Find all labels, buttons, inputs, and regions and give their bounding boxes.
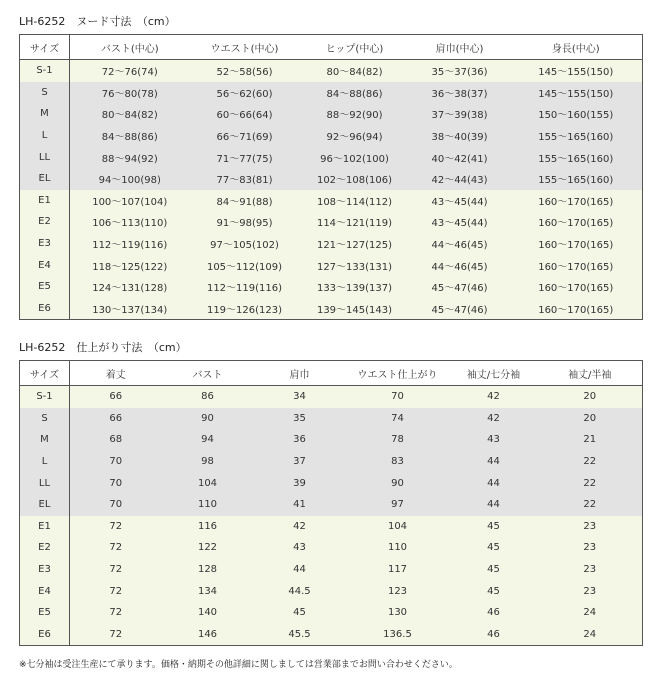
size-label-cell: S-1 (20, 60, 70, 82)
measurement-cell: 84〜88(86) (300, 82, 410, 104)
table-row (20, 276, 643, 298)
measurement-cell: 70 (346, 386, 450, 408)
column-header: 袖丈/半袖 (538, 361, 643, 386)
measurement-cell: 35 (254, 408, 346, 430)
measurement-cell: 128 (162, 559, 254, 581)
measurement-cell: 42 (254, 516, 346, 538)
measurement-cell: 104 (162, 472, 254, 494)
measurement-cell: 145〜155(150) (510, 82, 643, 104)
measurement-cell: 23 (538, 580, 643, 602)
table-row (20, 494, 643, 516)
size-label-cell: S (20, 408, 70, 430)
size-label-cell: E2 (20, 211, 70, 233)
measurement-cell: 44 (254, 559, 346, 581)
measurement-cell: 56〜62(60) (190, 82, 300, 104)
table-row (20, 516, 643, 538)
measurement-cell: 66 (70, 386, 162, 408)
column-header: ヒップ(中心) (300, 35, 410, 60)
measurement-cell: 22 (538, 451, 643, 473)
measurement-cell: 38〜40(39) (410, 125, 510, 147)
measurement-cell: 136.5 (346, 624, 450, 646)
size-label-cell: E4 (20, 580, 70, 602)
measurement-cell: 45 (450, 537, 538, 559)
measurement-cell: 160〜170(165) (510, 298, 643, 320)
measurement-cell: 68 (70, 429, 162, 451)
measurement-cell: 23 (538, 537, 643, 559)
measurement-cell: 24 (538, 602, 643, 624)
measurement-cell: 91〜98(95) (190, 211, 300, 233)
measurement-cell: 46 (450, 624, 538, 646)
measurement-cell: 74 (346, 408, 450, 430)
measurement-cell: 121〜127(125) (300, 233, 410, 255)
measurement-cell: 45 (450, 580, 538, 602)
measurement-cell: 22 (538, 494, 643, 516)
size-label-cell: S (20, 82, 70, 104)
table-row (20, 580, 643, 602)
measurement-cell: 112〜119(116) (190, 276, 300, 298)
table-row (20, 103, 643, 125)
table-row (20, 82, 643, 104)
measurement-cell: 104 (346, 516, 450, 538)
measurement-cell: 124〜131(128) (70, 276, 190, 298)
size-label-cell: LL (20, 146, 70, 168)
column-header: バスト(中心) (70, 35, 190, 60)
measurement-cell: 43 (254, 537, 346, 559)
table-row (20, 602, 643, 624)
measurement-cell: 160〜170(165) (510, 276, 643, 298)
measurement-cell: 45〜47(46) (410, 276, 510, 298)
column-header: 肩巾(中心) (410, 35, 510, 60)
measurement-cell: 160〜170(165) (510, 233, 643, 255)
measurement-cell: 66 (70, 408, 162, 430)
measurement-cell: 118〜125(122) (70, 254, 190, 276)
measurement-cell: 72 (70, 580, 162, 602)
table-row (20, 429, 643, 451)
measurement-cell: 145〜155(150) (510, 60, 643, 82)
size-label-cell: M (20, 103, 70, 125)
size-label-cell: E1 (20, 516, 70, 538)
measurement-cell: 112〜119(116) (70, 233, 190, 255)
measurement-cell: 45 (450, 516, 538, 538)
table-row (20, 60, 643, 82)
size-label-cell: LL (20, 472, 70, 494)
size-label-cell: E1 (20, 190, 70, 212)
column-header: ウエスト仕上がり (346, 361, 450, 386)
measurement-cell: 80〜84(82) (300, 60, 410, 82)
measurement-cell: 150〜160(155) (510, 103, 643, 125)
size-label-cell: E6 (20, 298, 70, 320)
measurement-cell: 23 (538, 516, 643, 538)
measurement-cell: 24 (538, 624, 643, 646)
measurement-cell: 70 (70, 472, 162, 494)
table-row (20, 298, 643, 320)
measurement-cell: 139〜145(143) (300, 298, 410, 320)
size-label-cell: EL (20, 168, 70, 190)
measurement-cell: 92〜96(94) (300, 125, 410, 147)
table-row (20, 168, 643, 190)
measurement-cell: 133〜139(137) (300, 276, 410, 298)
measurement-cell: 45〜47(46) (410, 298, 510, 320)
measurement-cell: 37〜39(38) (410, 103, 510, 125)
measurement-cell: 88〜92(90) (300, 103, 410, 125)
measurement-cell: 41 (254, 494, 346, 516)
measurement-cell: 72 (70, 602, 162, 624)
measurement-cell: 127〜133(131) (300, 254, 410, 276)
measurement-cell: 70 (70, 494, 162, 516)
measurement-cell: 160〜170(165) (510, 211, 643, 233)
measurement-cell: 110 (162, 494, 254, 516)
measurement-cell: 96〜102(100) (300, 146, 410, 168)
size-label-cell: E2 (20, 537, 70, 559)
table-row (20, 254, 643, 276)
measurement-cell: 72 (70, 537, 162, 559)
measurement-cell: 66〜71(69) (190, 125, 300, 147)
column-header: 袖丈/七分袖 (450, 361, 538, 386)
column-header: バスト (162, 361, 254, 386)
measurement-cell: 134 (162, 580, 254, 602)
measurement-cell: 90 (162, 408, 254, 430)
measurement-cell: 114〜121(119) (300, 211, 410, 233)
table-header-row (20, 361, 643, 386)
size-label-cell: E5 (20, 276, 70, 298)
measurement-cell: 97 (346, 494, 450, 516)
size-label-cell: E5 (20, 602, 70, 624)
footnote: ※七分袖は受注生産にて承ります。価格・納期その他詳細に関しましては営業部までお問い合わせください。 (19, 660, 458, 670)
measurement-cell: 71〜77(75) (190, 146, 300, 168)
measurement-cell: 117 (346, 559, 450, 581)
measurement-cell: 36 (254, 429, 346, 451)
measurement-cell: 72〜76(74) (70, 60, 190, 82)
measurement-cell: 160〜170(165) (510, 190, 643, 212)
measurement-cell: 97〜105(102) (190, 233, 300, 255)
size-label-cell: M (20, 429, 70, 451)
measurement-cell: 123 (346, 580, 450, 602)
measurement-cell: 80〜84(82) (70, 103, 190, 125)
measurement-cell: 45 (254, 602, 346, 624)
measurement-cell: 52〜58(56) (190, 60, 300, 82)
table-row (20, 125, 643, 147)
column-header: 肩巾 (254, 361, 346, 386)
measurement-cell: 90 (346, 472, 450, 494)
measurement-cell: 72 (70, 559, 162, 581)
measurement-cell: 37 (254, 451, 346, 473)
column-header: 身長(中心) (510, 35, 643, 60)
measurement-cell: 43〜45(44) (410, 190, 510, 212)
measurement-cell: 44 (450, 451, 538, 473)
column-header: ウエスト(中心) (190, 35, 300, 60)
measurement-cell: 72 (70, 624, 162, 646)
measurement-cell: 45.5 (254, 624, 346, 646)
measurement-cell: 44.5 (254, 580, 346, 602)
table-header-row (20, 35, 643, 60)
measurement-cell: 100〜107(104) (70, 190, 190, 212)
table-row (20, 190, 643, 212)
measurement-cell: 39 (254, 472, 346, 494)
measurement-cell: 83 (346, 451, 450, 473)
measurement-cell: 45 (450, 559, 538, 581)
nude-size-title: LH-6252 ヌード寸法 （cm） (19, 15, 176, 28)
table-row (20, 386, 643, 408)
table-row (20, 408, 643, 430)
measurement-cell: 34 (254, 386, 346, 408)
measurement-cell: 44 (450, 472, 538, 494)
measurement-cell: 160〜170(165) (510, 254, 643, 276)
measurement-cell: 106〜113(110) (70, 211, 190, 233)
table-row (20, 233, 643, 255)
size-label-cell: L (20, 125, 70, 147)
measurement-cell: 98 (162, 451, 254, 473)
measurement-cell: 140 (162, 602, 254, 624)
column-header: サイズ (20, 361, 70, 386)
measurement-cell: 43 (450, 429, 538, 451)
table-row (20, 451, 643, 473)
measurement-cell: 40〜42(41) (410, 146, 510, 168)
table-row (20, 624, 643, 646)
measurement-cell: 78 (346, 429, 450, 451)
measurement-cell: 84〜88(86) (70, 125, 190, 147)
measurement-cell: 20 (538, 386, 643, 408)
measurement-cell: 105〜112(109) (190, 254, 300, 276)
measurement-cell: 119〜126(123) (190, 298, 300, 320)
measurement-cell: 86 (162, 386, 254, 408)
measurement-cell: 116 (162, 516, 254, 538)
measurement-cell: 22 (538, 472, 643, 494)
measurement-cell: 60〜66(64) (190, 103, 300, 125)
size-label-cell: E6 (20, 624, 70, 646)
measurement-cell: 155〜165(160) (510, 168, 643, 190)
measurement-cell: 44〜46(45) (410, 233, 510, 255)
finished-size-table (19, 360, 643, 646)
measurement-cell: 42〜44(43) (410, 168, 510, 190)
measurement-cell: 84〜91(88) (190, 190, 300, 212)
measurement-cell: 146 (162, 624, 254, 646)
size-label-cell: E3 (20, 559, 70, 581)
table-row (20, 146, 643, 168)
measurement-cell: 108〜114(112) (300, 190, 410, 212)
measurement-cell: 36〜38(37) (410, 82, 510, 104)
measurement-cell: 77〜83(81) (190, 168, 300, 190)
measurement-cell: 155〜165(160) (510, 146, 643, 168)
table-row (20, 472, 643, 494)
measurement-cell: 44 (450, 494, 538, 516)
table-row (20, 559, 643, 581)
measurement-cell: 21 (538, 429, 643, 451)
measurement-cell: 76〜80(78) (70, 82, 190, 104)
measurement-cell: 130 (346, 602, 450, 624)
column-header: サイズ (20, 35, 70, 60)
measurement-cell: 46 (450, 602, 538, 624)
measurement-cell: 72 (70, 516, 162, 538)
measurement-cell: 42 (450, 386, 538, 408)
size-label-cell: E4 (20, 254, 70, 276)
measurement-cell: 94〜100(98) (70, 168, 190, 190)
finished-size-title: LH-6252 仕上がり寸法 （cm） (19, 341, 187, 354)
size-label-cell: E3 (20, 233, 70, 255)
measurement-cell: 70 (70, 451, 162, 473)
nude-size-table (19, 34, 643, 320)
measurement-cell: 94 (162, 429, 254, 451)
size-label-cell: S-1 (20, 386, 70, 408)
measurement-cell: 20 (538, 408, 643, 430)
table-row (20, 537, 643, 559)
measurement-cell: 42 (450, 408, 538, 430)
size-label-cell: L (20, 451, 70, 473)
size-label-cell: EL (20, 494, 70, 516)
measurement-cell: 44〜46(45) (410, 254, 510, 276)
measurement-cell: 130〜137(134) (70, 298, 190, 320)
measurement-cell: 122 (162, 537, 254, 559)
measurement-cell: 88〜94(92) (70, 146, 190, 168)
table-row (20, 211, 643, 233)
column-header: 着丈 (70, 361, 162, 386)
measurement-cell: 43〜45(44) (410, 211, 510, 233)
measurement-cell: 102〜108(106) (300, 168, 410, 190)
measurement-cell: 155〜165(160) (510, 125, 643, 147)
measurement-cell: 110 (346, 537, 450, 559)
measurement-cell: 23 (538, 559, 643, 581)
measurement-cell: 35〜37(36) (410, 60, 510, 82)
